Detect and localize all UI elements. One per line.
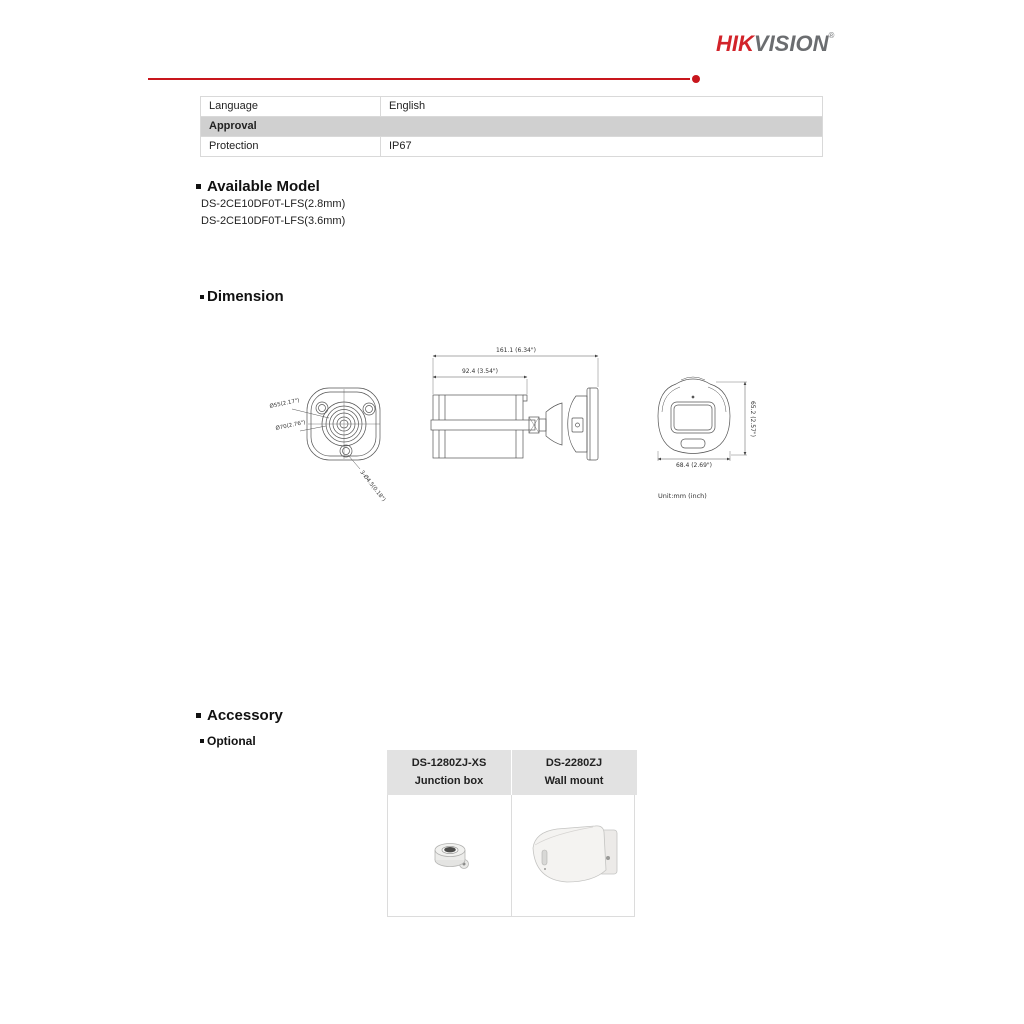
optional-subheading bbox=[200, 734, 256, 748]
back-view-diameter-inner-label: Ø55(2.17") bbox=[269, 397, 301, 410]
side-view-total-length-label: 161.1 (6.34") bbox=[496, 347, 536, 354]
available-model-heading bbox=[196, 178, 320, 195]
accessory-table-header bbox=[387, 750, 637, 795]
logo-vision-text: VISION bbox=[753, 31, 829, 56]
accessory-model: DS-2280ZJ bbox=[545, 757, 603, 769]
camera-side-view-drawing bbox=[431, 347, 598, 460]
spec-section-label: Approval bbox=[209, 120, 257, 132]
red-divider-dot bbox=[692, 75, 700, 83]
wall-mount-image bbox=[523, 816, 623, 896]
back-view-screw-label: 3-Ø4.5(0.18") bbox=[358, 469, 387, 503]
spec-table bbox=[200, 96, 823, 157]
accessory-table bbox=[387, 750, 637, 917]
front-view-width-label: 68.4 (2.69") bbox=[675, 462, 713, 469]
side-view-body-length-label: 92.4 (3.54") bbox=[461, 368, 499, 375]
spec-label: Protection bbox=[201, 137, 381, 156]
spec-label: Language bbox=[201, 97, 381, 116]
camera-front-view-drawing bbox=[658, 377, 756, 469]
square-bullet-icon bbox=[196, 184, 201, 189]
dimension-unit-note: Unit:mm (inch) bbox=[658, 492, 707, 500]
accessory-title: Accessory bbox=[207, 707, 283, 724]
optional-title: Optional bbox=[207, 734, 256, 748]
accessory-header-cell bbox=[512, 750, 636, 795]
table-row bbox=[201, 97, 822, 117]
accessory-model: DS-1280ZJ-XS bbox=[411, 757, 487, 769]
table-row bbox=[201, 137, 822, 157]
screw-hole bbox=[316, 402, 375, 457]
dimension-drawings bbox=[250, 338, 770, 513]
red-divider-line bbox=[148, 78, 690, 80]
registered-mark: ® bbox=[828, 31, 835, 40]
accessory-image-cell bbox=[511, 795, 635, 917]
square-bullet-icon bbox=[200, 739, 204, 743]
dimension-heading bbox=[200, 288, 284, 305]
square-bullet-icon bbox=[196, 713, 201, 718]
square-bullet-icon bbox=[200, 295, 204, 299]
accessory-table-body bbox=[387, 795, 637, 917]
back-view-diameter-outer-label: Ø70(2.76") bbox=[275, 419, 307, 432]
front-view-height-label: 65.2 (2.57") bbox=[749, 400, 756, 438]
accessory-type: Wall mount bbox=[544, 775, 604, 787]
accessory-heading bbox=[196, 707, 283, 724]
accessory-image-cell bbox=[387, 795, 511, 917]
available-model-title: Available Model bbox=[207, 178, 320, 195]
accessory-type: Junction box bbox=[414, 775, 484, 787]
table-section-row bbox=[201, 117, 822, 137]
camera-back-view-drawing bbox=[269, 388, 387, 503]
junction-box-image bbox=[420, 831, 480, 881]
spec-value: English bbox=[389, 100, 426, 112]
dimension-title: Dimension bbox=[207, 288, 284, 305]
model-name: DS-2CE10DF0T-LFS(3.6mm) bbox=[201, 215, 346, 227]
hikvision-logo bbox=[716, 31, 834, 57]
logo-hik-text: HIK bbox=[716, 31, 754, 56]
spec-value: IP67 bbox=[389, 140, 412, 152]
accessory-header-cell bbox=[387, 750, 512, 795]
model-name: DS-2CE10DF0T-LFS(2.8mm) bbox=[201, 198, 346, 210]
